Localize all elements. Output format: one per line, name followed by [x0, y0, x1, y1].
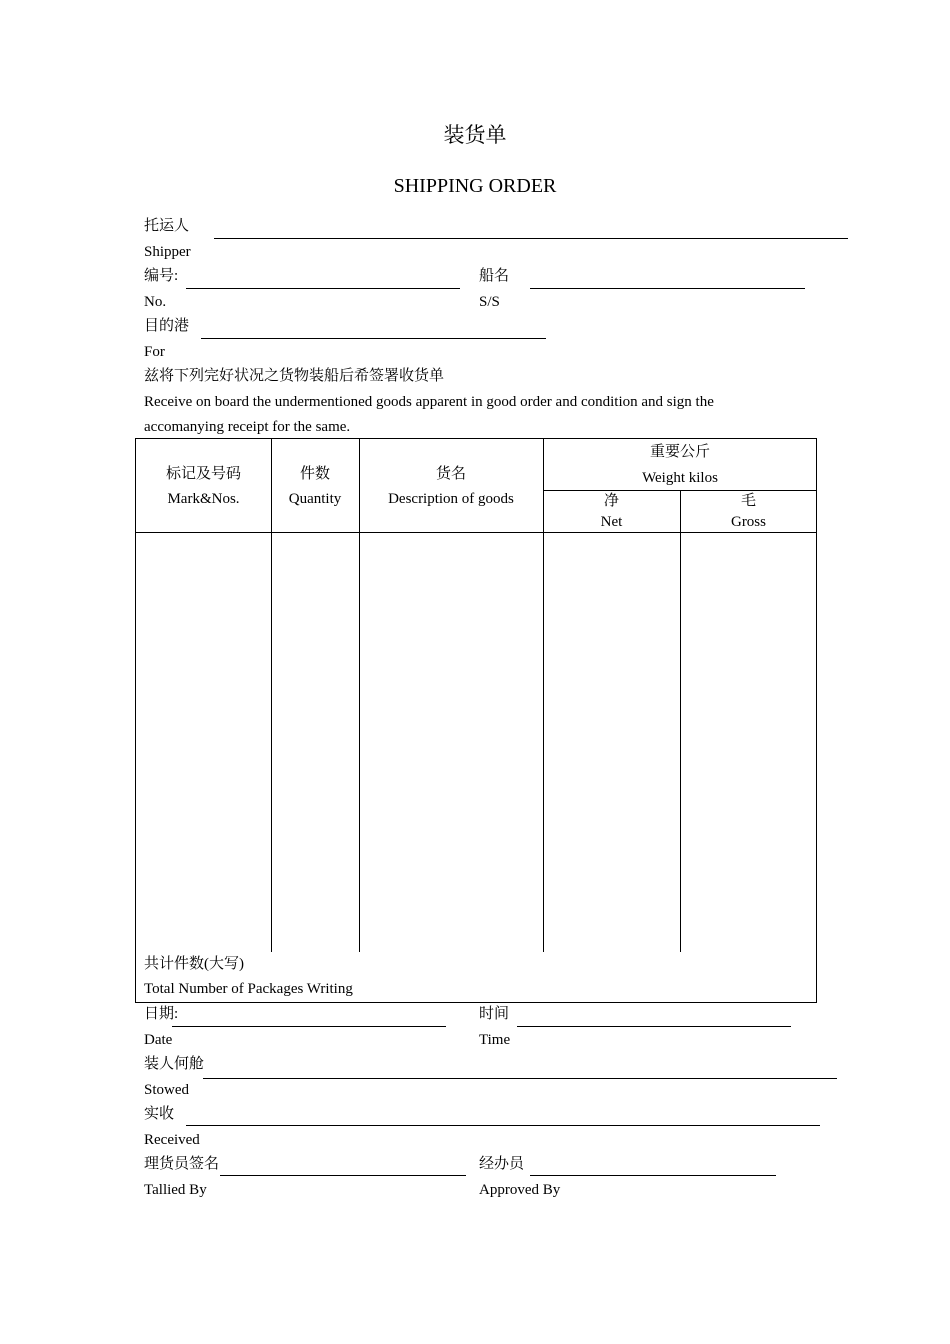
column-header-marks-en: Mark&Nos.	[167, 491, 240, 507]
column-header-description-en: Description of goods	[388, 491, 514, 507]
date-label-cn: 日期:	[144, 1006, 179, 1022]
shipper-label-en: Shipper	[144, 244, 191, 260]
document-title-english: SHIPPING ORDER	[393, 175, 557, 197]
shipper-field[interactable]	[214, 238, 848, 239]
ship-field[interactable]	[530, 288, 805, 289]
column-header-quantity-en: Quantity	[288, 491, 342, 507]
column-header-description-cn: 货名	[435, 466, 466, 482]
number-label-en: No.	[144, 294, 167, 310]
goods-entry-area[interactable]	[136, 533, 816, 952]
shipper-label-cn: 托运人	[144, 218, 190, 234]
received-label-en: Received	[144, 1132, 200, 1148]
destination-field[interactable]	[201, 338, 546, 339]
time-label-en: Time	[479, 1032, 511, 1048]
statement-cn: 兹将下列完好状况之货物装船后希签署收货单	[144, 368, 445, 384]
stowed-label-cn: 装人何舱	[144, 1056, 205, 1072]
statement-en-line1: Receive on board the undermentioned goods apparent in good order and condition and sign the	[144, 394, 714, 410]
weight-subheader-divider	[543, 490, 817, 491]
column-header-gross-en: Gross	[730, 514, 766, 530]
total-packages-label-en: Total Number of Packages Writing	[144, 981, 353, 997]
column-header-weight-cn: 重要公斤	[649, 444, 710, 460]
received-label-cn: 实收	[144, 1106, 175, 1122]
column-header-net-cn: 净	[603, 493, 619, 509]
statement-en-line2: accomanying receipt for the same.	[144, 419, 351, 435]
column-header-net-en: Net	[600, 514, 623, 530]
date-label-en: Date	[144, 1032, 173, 1048]
time-field[interactable]	[517, 1026, 791, 1027]
goods-table	[135, 438, 817, 1003]
number-label-cn: 编号:	[144, 268, 179, 284]
received-field[interactable]	[186, 1125, 820, 1126]
column-header-marks-cn: 标记及号码	[165, 466, 241, 482]
destination-label-en: For	[144, 344, 165, 360]
tallied-field[interactable]	[220, 1175, 466, 1176]
approved-label-cn: 经办员	[479, 1156, 525, 1172]
column-header-gross-cn: 毛	[740, 493, 756, 509]
column-header-weight-en: Weight kilos	[642, 470, 718, 486]
document-title-chinese: 装货单	[443, 123, 507, 147]
approved-label-en: Approved By	[479, 1182, 561, 1198]
column-header-quantity-cn: 件数	[299, 466, 330, 482]
time-label-cn: 时间	[479, 1006, 510, 1022]
tallied-label-en: Tallied By	[144, 1182, 207, 1198]
stowed-label-en: Stowed	[144, 1082, 189, 1098]
ship-label-cn: 船名	[479, 268, 510, 284]
stowed-field[interactable]	[203, 1078, 837, 1079]
date-field[interactable]	[172, 1026, 446, 1027]
destination-label-cn: 目的港	[144, 318, 190, 334]
number-field[interactable]	[186, 288, 460, 289]
ship-label-en: S/S	[479, 294, 500, 310]
total-packages-label-cn: 共计件数(大写)	[144, 956, 244, 972]
approved-field[interactable]	[530, 1175, 776, 1176]
tallied-label-cn: 理货员签名	[144, 1156, 220, 1172]
